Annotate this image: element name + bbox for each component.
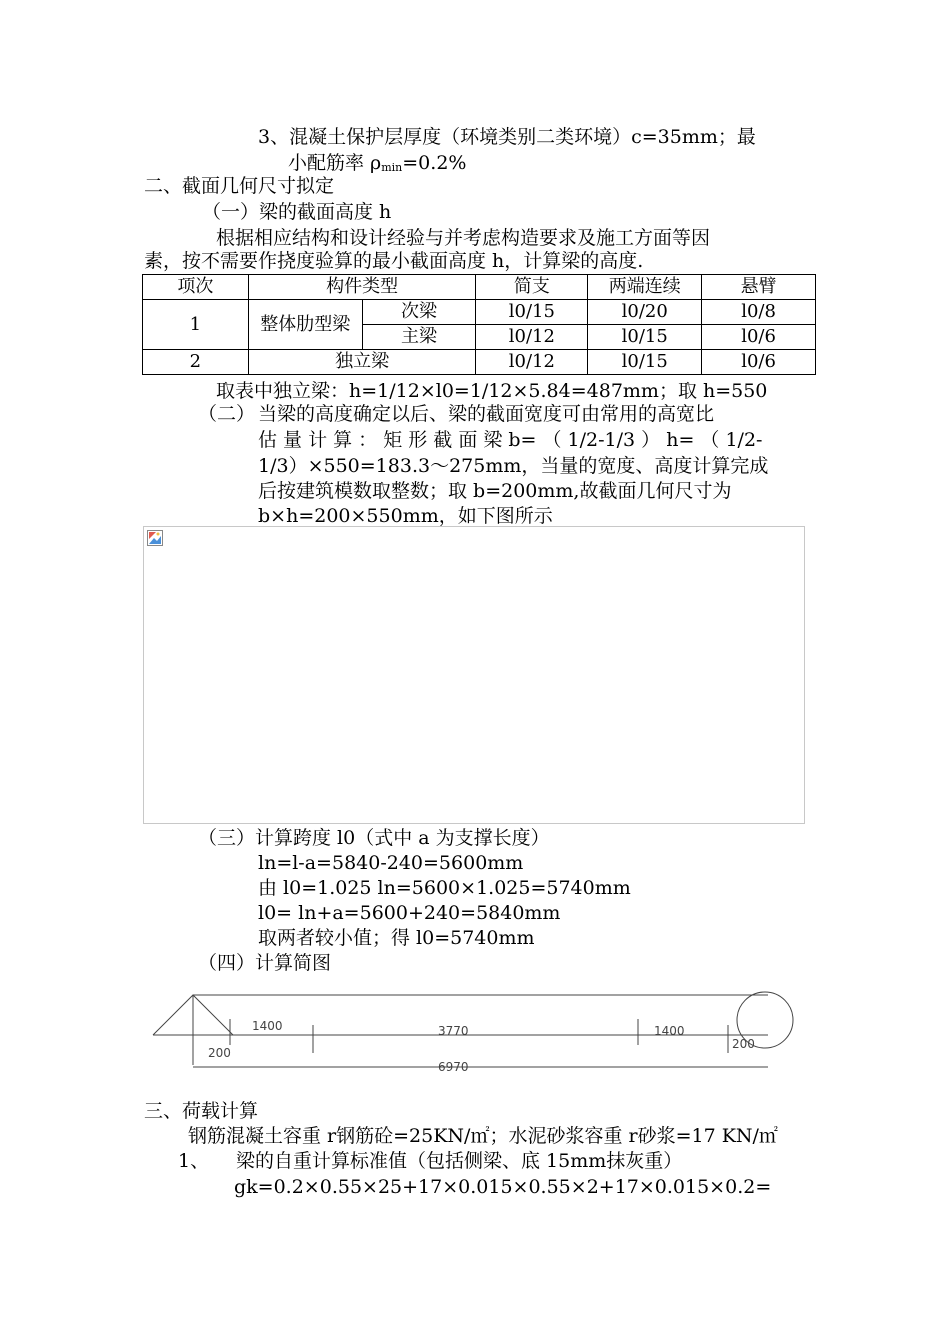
list-item-text: 梁的自重计算标准值（包括侧梁、底 15mm抹灰重） — [236, 1150, 683, 1172]
table-header: 两端连续 — [588, 275, 702, 300]
table-row — [143, 300, 816, 325]
text-fragment: =0.2% — [402, 152, 467, 174]
table-cell: l0/15 — [588, 350, 702, 375]
section-heading: 三、荷载计算 — [144, 1100, 259, 1122]
text-fragment: 小配筋率 ρ — [288, 152, 382, 174]
span-ratio-table — [142, 274, 816, 375]
paragraph-line: 当梁的高度确定以后、梁的截面宽度可由常用的高宽比 — [258, 403, 715, 425]
text-line: 钢筋混凝土容重 r钢筋砼=25KN/㎡；水泥砂浆容重 r砂浆=17 KN/㎡ — [188, 1125, 778, 1147]
calculation-diagram — [148, 985, 798, 1080]
paragraph-line: 后按建筑模数取整数；取 b=200mm,故截面几何尺寸为 — [258, 480, 732, 502]
formula-line: 取两者较小值；得 l0=5740mm — [258, 927, 535, 949]
table-cell: 2 — [143, 350, 249, 375]
table-cell: 1 — [143, 300, 249, 350]
text-line: 3、混凝土保护层厚度（环境类别二类环境）c=35mm；最 — [258, 126, 756, 148]
table-cell: 整体肋型梁 — [248, 300, 362, 350]
formula-line: l0= ln+a=5600+240=5840mm — [258, 902, 561, 924]
table-cell: l0/15 — [588, 325, 702, 350]
table-cell: 次梁 — [362, 300, 476, 325]
image-placeholder — [143, 526, 805, 824]
dimension-label: 200 — [208, 1046, 231, 1060]
table-cell: 独立梁 — [248, 350, 476, 375]
table-header-row — [143, 275, 816, 300]
table-cell: l0/12 — [476, 325, 588, 350]
dimension-label: 6970 — [438, 1060, 469, 1074]
list-number: 1、 — [178, 1150, 210, 1172]
paragraph-line: 素，按不需要作挠度验算的最小截面高度 h，计算梁的高度. — [144, 250, 644, 272]
table-cell: l0/8 — [702, 300, 816, 325]
subsection-label: （二） — [198, 403, 256, 425]
table-cell: l0/12 — [476, 350, 588, 375]
broken-image-icon — [147, 530, 163, 546]
table-header: 构件类型 — [248, 275, 476, 300]
table-cell: l0/6 — [702, 325, 816, 350]
subsection-heading: （三）计算跨度 l0（式中 a 为支撑长度） — [198, 827, 550, 849]
table-row — [143, 350, 816, 375]
table-header: 简支 — [476, 275, 588, 300]
text-line: 取表中独立梁：h=1/12×l0=1/12×5.84=487mm；取 h=550 — [216, 380, 768, 402]
paragraph-line: 1/3）×550=183.3～275mm，当量的宽度、高度计算完成 — [258, 455, 769, 477]
formula-line: 由 l0=1.025 ln=5600×1.025=5740mm — [258, 877, 631, 899]
table-cell: l0/15 — [476, 300, 588, 325]
dimension-label: 3770 — [438, 1024, 469, 1038]
section-heading: 二、截面几何尺寸拟定 — [144, 175, 335, 197]
dimension-label: 1400 — [252, 1019, 283, 1033]
subsection-heading: （一）梁的截面高度 h — [202, 201, 392, 223]
table-cell: l0/20 — [588, 300, 702, 325]
paragraph-line: 估 量 计 算 ： 矩 形 截 面 梁 b= （ 1/2-1/3 ） h= （ 1/2- — [258, 429, 763, 451]
formula-line: ln=l-a=5840-240=5600mm — [258, 852, 524, 874]
table-cell: l0/6 — [702, 350, 816, 375]
paragraph-line: b×h=200×550mm，如下图所示 — [258, 505, 553, 527]
table-header: 悬臂 — [702, 275, 816, 300]
table-header: 项次 — [143, 275, 249, 300]
paragraph-line: 根据相应结构和设计经验与并考虑构造要求及施工方面等因 — [216, 227, 711, 249]
formula-line: gk=0.2×0.55×25+17×0.015×0.55×2+17×0.015×0.2= — [234, 1176, 772, 1198]
dimension-label: 200 — [732, 1037, 755, 1051]
dimension-label: 1400 — [654, 1024, 685, 1038]
subscript: min — [381, 161, 403, 174]
table-cell: 主梁 — [362, 325, 476, 350]
subsection-heading: （四）计算简图 — [198, 952, 332, 974]
